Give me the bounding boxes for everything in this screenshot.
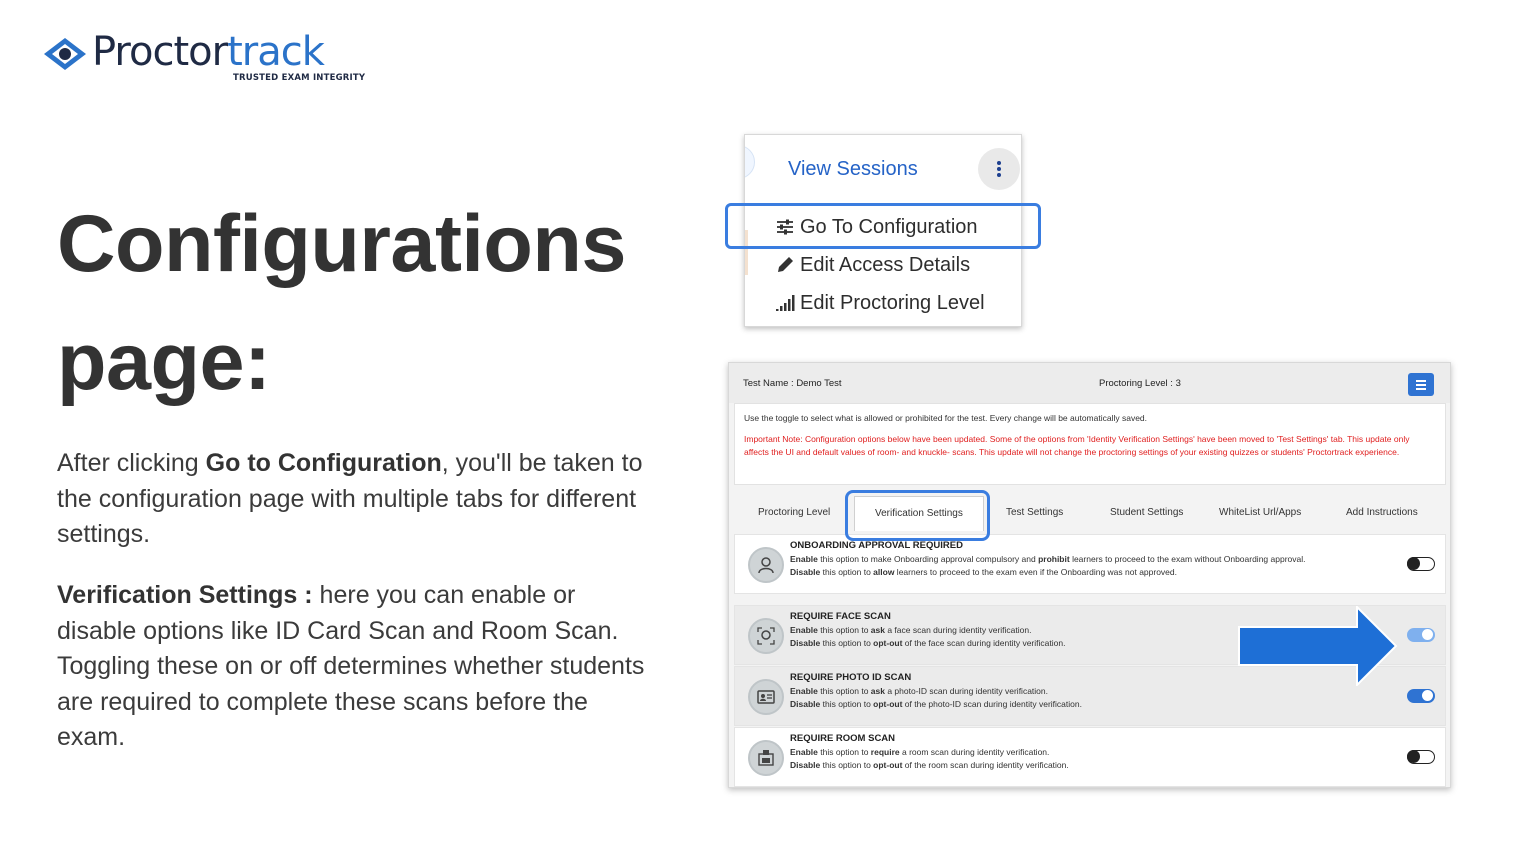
go-to-configuration-highlight [725,203,1041,249]
signal-bars-icon [775,293,795,313]
setting-title: REQUIRE PHOTO ID SCAN [790,672,912,683]
tab-proctoring-level[interactable]: Proctoring Level [758,507,831,518]
setting-title: REQUIRE FACE SCAN [790,611,891,622]
setting-description: Enable this option to require a room scan during identity verification. Disable this option to opt-out of the room scan during identity verification. [790,747,1069,770]
verification-paragraph [57,578,657,756]
logo-wordmark [92,30,324,74]
intro-post: , you'll be taken to the configuration page with multiple tabs for different settings. [57,449,643,548]
setting-row-room-scan [734,727,1446,787]
onboarding-toggle[interactable] [1407,557,1435,571]
menu-item-label: Edit Proctoring Level [800,291,985,314]
tab-whitelist[interactable]: WhiteList Url/Apps [1219,507,1302,518]
face-scan-toggle[interactable] [1407,628,1435,642]
test-name: Test Name : Demo Test [743,378,842,389]
configuration-page-screenshot [728,362,1451,788]
user-check-icon [748,547,784,583]
hamburger-menu-icon[interactable] [1408,373,1434,396]
more-vertical-icon[interactable] [978,148,1020,190]
title-line-1: Configurations [57,199,626,289]
menu-item-edit-access-details[interactable] [775,250,970,280]
room-scan-icon [748,740,784,776]
config-notice [734,403,1446,485]
menu-item-label: Edit Access Details [800,253,971,276]
pencil-icon [775,255,795,275]
room-scan-toggle[interactable] [1407,750,1435,764]
photo-id-scan-toggle[interactable] [1407,689,1435,703]
important-note: Important Note: Configuration options below have been updated. Some of the options from 'Identity Verification Settings' have been moved to 'Test Settings' tab. This update only affects the UI and default values of room- and knuckle- scans. This update will not change the proctoring settings of your existing quizzes or students' Proctortrack experience. [744,434,1410,457]
tab-add-instructions[interactable]: Add Instructions [1346,507,1418,518]
setting-row-onboarding [734,534,1446,594]
logo-part-track: track [227,29,324,75]
tab-test-settings[interactable]: Test Settings [1006,507,1064,518]
proctoring-level-label: Proctoring Level : 3 [1099,378,1181,389]
setting-description: Enable this option to make Onboarding approval compulsory and prohibit learners to proceed to the exam without Onboarding approval. Disable this option to allow learners to proceed to the exam even if the Onboarding was not approved. [790,554,1306,577]
verification-tab-highlight [845,490,990,541]
logo-tagline: TRUSTED EXAM INTEGRITY [233,73,366,83]
eye-logo-icon [42,36,88,72]
setting-title: REQUIRE ROOM SCAN [790,733,896,744]
setting-description: Enable this option to ask a face scan during identity verification. Disable this option to opt-out of the face scan during identity verification. [790,625,1066,648]
view-sessions-link[interactable]: View Sessions [788,158,918,180]
notice-text: Use the toggle to select what is allowed or prohibited for the test. Every change will be automatically saved. [744,413,1148,423]
partial-avatar [744,145,755,179]
logo-part-proctor: Proctor [92,29,228,75]
title-line-2: page: [57,317,271,407]
config-tabs [734,491,1446,531]
proctortrack-logo [42,29,366,86]
verification-bold: Verification Settings : [57,581,313,609]
intro-paragraph [57,446,657,553]
face-scan-icon [748,618,784,654]
page-title [57,185,697,421]
verification-post: here you can enable or disable options like ID Card Scan and Room Scan. Toggling these on or off determines whether students are required to complete these scans before the exam. [57,581,645,751]
right-arrow-icon [1238,606,1398,686]
intro-bold: Go to Configuration [205,449,442,477]
id-card-icon [748,679,784,715]
setting-description: Enable this option to ask a photo-ID scan during identity verification. Disable this option to opt-out of the photo-ID scan during identity verification. [790,686,1082,709]
config-header [729,363,1450,403]
tab-student-settings[interactable]: Student Settings [1110,507,1184,518]
menu-item-edit-proctoring-level[interactable] [775,288,985,318]
tab-verification-settings[interactable]: Verification Settings [854,496,984,531]
setting-title: ONBOARDING APPROVAL REQUIRED [790,540,963,551]
intro-pre: After clicking [57,449,206,477]
menu-item-label: Go To Configuration [800,215,978,238]
